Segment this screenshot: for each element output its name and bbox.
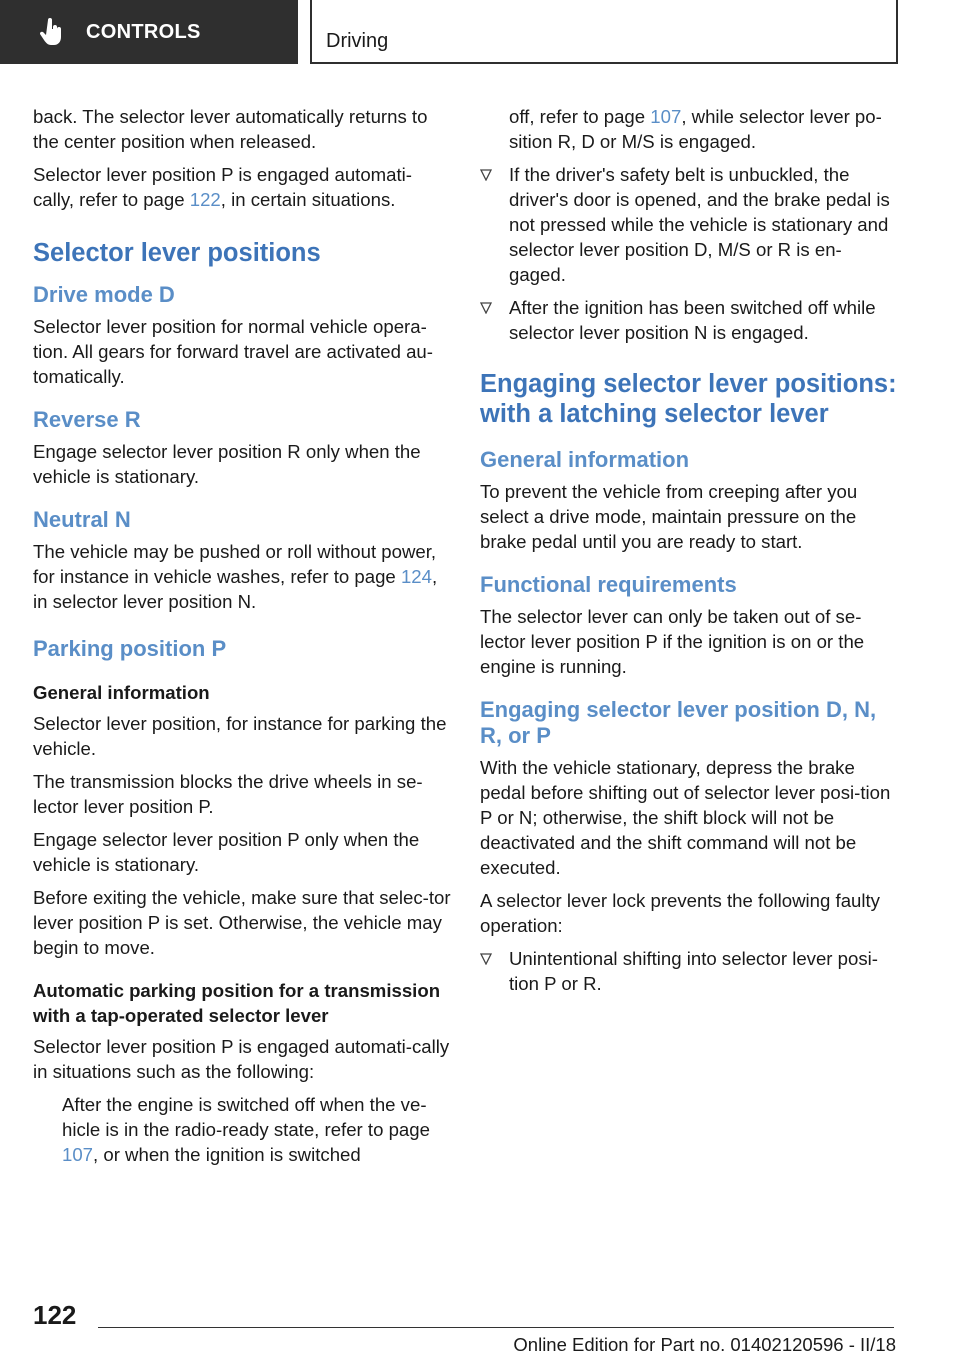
heading-selector-lever-positions: Selector lever positions <box>33 239 321 267</box>
right-column <box>480 104 898 1004</box>
list-item: After the ignition has been switched off while selector lever position N is engaged. <box>480 295 898 345</box>
list-item: After the engine is switched off when the ve‐hicle is in the radio-ready state, refer to page 107, or when the ignition is switched <box>33 1092 451 1167</box>
paragraph: back. The selector lever automatically returns to the center position when released. <box>33 106 428 152</box>
paragraph: Selector lever position P is engaged automati‐cally in situations such as the following: <box>33 1036 450 1082</box>
list-item: If the driver's safety belt is unbuckled, the driver's door is opened, and the brake pedal is not pressed while the vehicle is stationary and selector lever position D, M/S or R is en‐gaged. <box>480 162 898 287</box>
paragraph: The transmission blocks the drive wheels in se‐lector lever position P. <box>33 771 423 817</box>
page-number: 122 <box>33 1300 77 1330</box>
page-link[interactable]: 107 <box>650 106 682 127</box>
page-link[interactable]: 122 <box>189 189 221 210</box>
paragraph: Selector lever position P is engaged automati‐cally, refer to page 122, in certain situations. <box>33 164 412 210</box>
heading-general-information: General information <box>480 447 690 472</box>
triangle-bullet-icon <box>480 953 492 965</box>
paragraph: Selector lever position, for instance for parking the vehicle. <box>33 713 447 759</box>
heading-parking-position: Parking position P <box>33 636 227 661</box>
heading-neutral: Neutral N <box>33 507 131 532</box>
heading-drive-mode: Drive mode D <box>33 282 175 307</box>
paragraph: The selector lever can only be taken out of se‐lector lever position P if the ignition is on or the engine is running. <box>480 606 865 677</box>
section-tab-controls[interactable] <box>0 0 298 64</box>
touch-hand-icon <box>40 18 64 46</box>
chapter-label: Driving <box>326 30 389 52</box>
paragraph: To prevent the vehicle from creeping after you select a drive mode, maintain pressure on the brake pedal until you are ready to start. <box>480 481 858 552</box>
page-link[interactable]: 124 <box>400 566 432 587</box>
page-header <box>0 0 960 66</box>
heading-general-information: General information <box>33 682 210 703</box>
heading-engaging-d-n-r-p: Engaging selector lever position D, N, R, or P <box>480 697 877 748</box>
heading-automatic-parking: Automatic parking position for a transmission with a tap-operated selector lever <box>33 980 441 1026</box>
page-link[interactable]: 107 <box>62 1144 94 1165</box>
triangle-bullet-icon <box>480 302 492 314</box>
paragraph: Engage selector lever position P only when the vehicle is stationary. <box>33 829 420 875</box>
paragraph: With the vehicle stationary, depress the brake pedal before shifting out of selector lever posi‐tion P or N; otherwise, the shift block will not be deactivated and the shift command will not be executed. <box>480 757 891 878</box>
paragraph: The vehicle may be pushed or roll without power, for instance in vehicle washes, refer to page 124, in selector lever position N. <box>33 541 438 612</box>
triangle-bullet-icon <box>480 169 492 181</box>
footer-divider <box>98 1327 894 1328</box>
chapter-tab-driving[interactable] <box>310 0 898 64</box>
heading-engaging-latching: Engaging selector lever positions: with a latching selector lever <box>480 370 897 428</box>
list-item: Unintentional shifting into selector lever posi‐tion P or R. <box>480 946 898 996</box>
paragraph: A selector lever lock prevents the following faulty operation: <box>480 890 880 936</box>
heading-reverse: Reverse R <box>33 407 141 432</box>
list-item-continued: off, refer to page 107, while selector lever po‐sition R, D or M/S is engaged. <box>509 106 882 152</box>
paragraph: Before exiting the vehicle, make sure that selec‐tor lever position P is set. Otherwise, the vehicle may begin to move. <box>33 887 451 958</box>
paragraph: Selector lever position for normal vehicle opera‐tion. All gears for forward travel are activated au‐tomatically. <box>33 316 433 387</box>
footer-edition: Online Edition for Part no. 01402120596 - II/18 <box>513 1334 896 1355</box>
heading-functional-requirements: Functional requirements <box>480 572 737 597</box>
section-label: CONTROLS <box>86 20 201 43</box>
paragraph: Engage selector lever position R only when the vehicle is stationary. <box>33 441 421 487</box>
left-column <box>33 104 451 1175</box>
